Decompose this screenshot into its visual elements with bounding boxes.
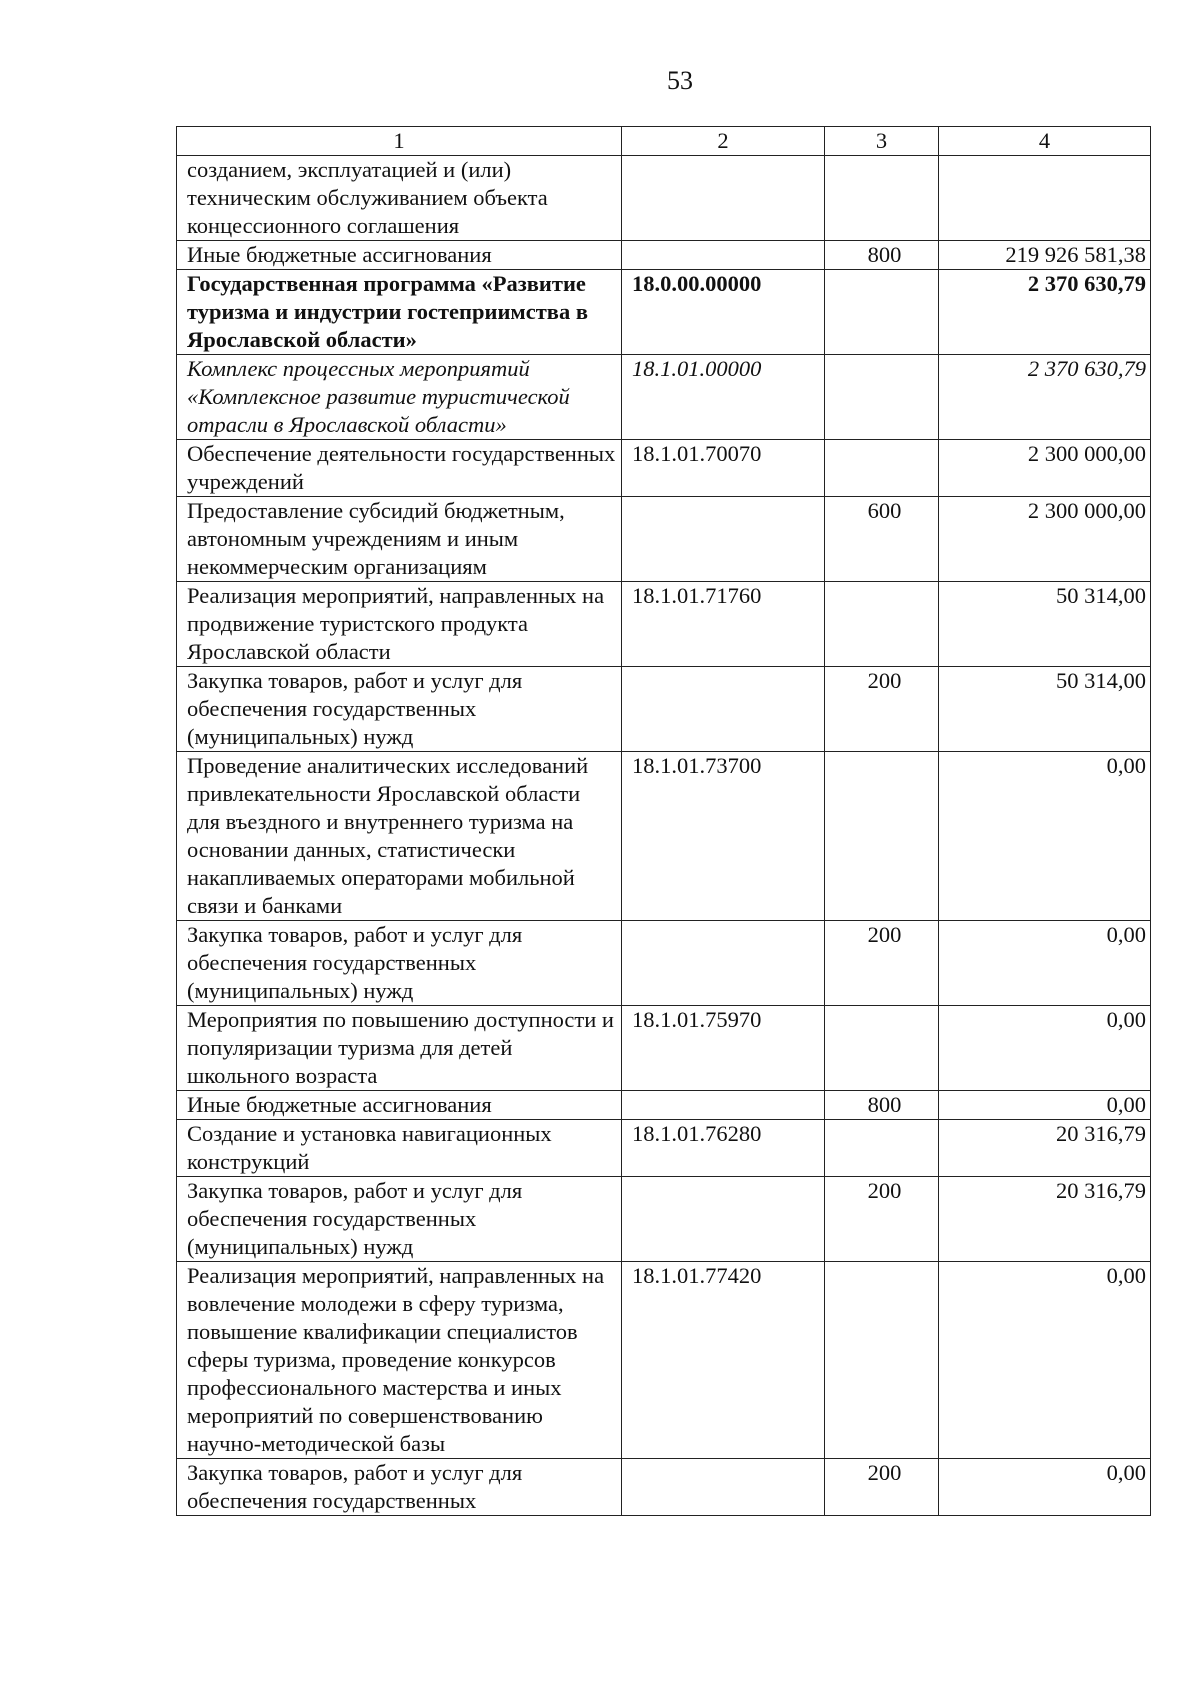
expense-type-cell: 800 [825, 1091, 939, 1120]
target-code-cell [622, 1091, 825, 1120]
table-row [177, 270, 1151, 355]
table-row [177, 156, 1151, 241]
table-row [177, 1177, 1151, 1262]
target-code-cell: 18.0.00.00000 [622, 270, 825, 355]
item-name-cell: созданием, эксплуатацией и (или) техническим обслуживанием объекта концессионного соглашения [177, 156, 622, 241]
table-row [177, 752, 1151, 921]
target-code-cell [622, 667, 825, 752]
amount-cell: 0,00 [939, 1006, 1151, 1091]
expense-type-cell [825, 582, 939, 667]
target-code-cell: 18.1.01.76280 [622, 1120, 825, 1177]
item-name-cell: Закупка товаров, работ и услуг для обеспечения государственных [177, 1459, 622, 1516]
amount-cell: 20 316,79 [939, 1177, 1151, 1262]
budget-table [176, 126, 1151, 1516]
table-row [177, 1459, 1151, 1516]
item-name-cell: Реализация мероприятий, направленных на продвижение туристского продукта Ярославской области [177, 582, 622, 667]
amount-cell: 0,00 [939, 1091, 1151, 1120]
item-name-cell: Государственная программа «Развитие туризма и индустрии гостеприимства в Ярославской области» [177, 270, 622, 355]
expense-type-cell [825, 440, 939, 497]
item-name-cell: Предоставление субсидий бюджетным, автономным учреждениям и иным некоммерческим организациям [177, 497, 622, 582]
expense-type-cell [825, 752, 939, 921]
table-header-row [177, 127, 1151, 156]
table-row [177, 1091, 1151, 1120]
table-row [177, 355, 1151, 440]
target-code-cell [622, 156, 825, 241]
page-number: 53 [667, 66, 693, 95]
table-row [177, 1120, 1151, 1177]
target-code-cell: 18.1.01.73700 [622, 752, 825, 921]
target-code-cell: 18.1.01.71760 [622, 582, 825, 667]
expense-type-cell: 800 [825, 241, 939, 270]
table-row [177, 241, 1151, 270]
table-row [177, 440, 1151, 497]
expense-type-cell [825, 1262, 939, 1459]
item-name-cell: Мероприятия по повышению доступности и популяризации туризма для детей школьного возраста [177, 1006, 622, 1091]
expense-type-cell [825, 355, 939, 440]
amount-cell: 2 300 000,00 [939, 440, 1151, 497]
target-code-cell [622, 921, 825, 1006]
table-row [177, 921, 1151, 1006]
expense-type-cell: 200 [825, 921, 939, 1006]
expense-type-cell: 600 [825, 497, 939, 582]
column-header-4: 4 [939, 127, 1151, 156]
table-row [177, 582, 1151, 667]
item-name-cell: Закупка товаров, работ и услуг для обеспечения государственных (муниципальных) нужд [177, 1177, 622, 1262]
item-name-cell: Иные бюджетные ассигнования [177, 1091, 622, 1120]
item-name-cell: Иные бюджетные ассигнования [177, 241, 622, 270]
target-code-cell [622, 241, 825, 270]
amount-cell: 0,00 [939, 921, 1151, 1006]
amount-cell: 50 314,00 [939, 667, 1151, 752]
item-name-cell: Проведение аналитических исследований привлекательности Ярославской области для въездного и внутреннего туризма на основании данных, статистически накапливаемых операторами мобильной связи и банками [177, 752, 622, 921]
table-body [177, 156, 1151, 1516]
amount-cell: 0,00 [939, 1459, 1151, 1516]
table-row [177, 1006, 1151, 1091]
amount-cell: 2 300 000,00 [939, 497, 1151, 582]
amount-cell: 219 926 581,38 [939, 241, 1151, 270]
target-code-cell [622, 1459, 825, 1516]
expense-type-cell [825, 270, 939, 355]
expense-type-cell: 200 [825, 1459, 939, 1516]
expense-type-cell [825, 1006, 939, 1091]
amount-cell: 0,00 [939, 752, 1151, 921]
target-code-cell [622, 497, 825, 582]
item-name-cell: Обеспечение деятельности государственных учреждений [177, 440, 622, 497]
item-name-cell: Реализация мероприятий, направленных на вовлечение молодежи в сферу туризма, повышение квалификации специалистов сферы туризма, проведение конкурсов профессионального мастерства и иных мероприятий по совершенствованию научно-методической базы [177, 1262, 622, 1459]
target-code-cell: 18.1.01.70070 [622, 440, 825, 497]
amount-cell: 2 370 630,79 [939, 355, 1151, 440]
item-name-cell: Закупка товаров, работ и услуг для обеспечения государственных (муниципальных) нужд [177, 667, 622, 752]
column-header-3: 3 [825, 127, 939, 156]
target-code-cell: 18.1.01.77420 [622, 1262, 825, 1459]
expense-type-cell: 200 [825, 667, 939, 752]
item-name-cell: Закупка товаров, работ и услуг для обеспечения государственных (муниципальных) нужд [177, 921, 622, 1006]
target-code-cell: 18.1.01.75970 [622, 1006, 825, 1091]
table-row [177, 1262, 1151, 1459]
column-header-1: 1 [177, 127, 622, 156]
column-header-2: 2 [622, 127, 825, 156]
item-name-cell: Комплекс процессных мероприятий «Комплексное развитие туристической отрасли в Ярославской области» [177, 355, 622, 440]
amount-cell: 20 316,79 [939, 1120, 1151, 1177]
table-row [177, 667, 1151, 752]
amount-cell: 50 314,00 [939, 582, 1151, 667]
target-code-cell [622, 1177, 825, 1262]
amount-cell: 2 370 630,79 [939, 270, 1151, 355]
target-code-cell: 18.1.01.00000 [622, 355, 825, 440]
expense-type-cell [825, 156, 939, 241]
amount-cell [939, 156, 1151, 241]
amount-cell: 0,00 [939, 1262, 1151, 1459]
item-name-cell: Создание и установка навигационных конструкций [177, 1120, 622, 1177]
expense-type-cell [825, 1120, 939, 1177]
table-row [177, 497, 1151, 582]
expense-type-cell: 200 [825, 1177, 939, 1262]
